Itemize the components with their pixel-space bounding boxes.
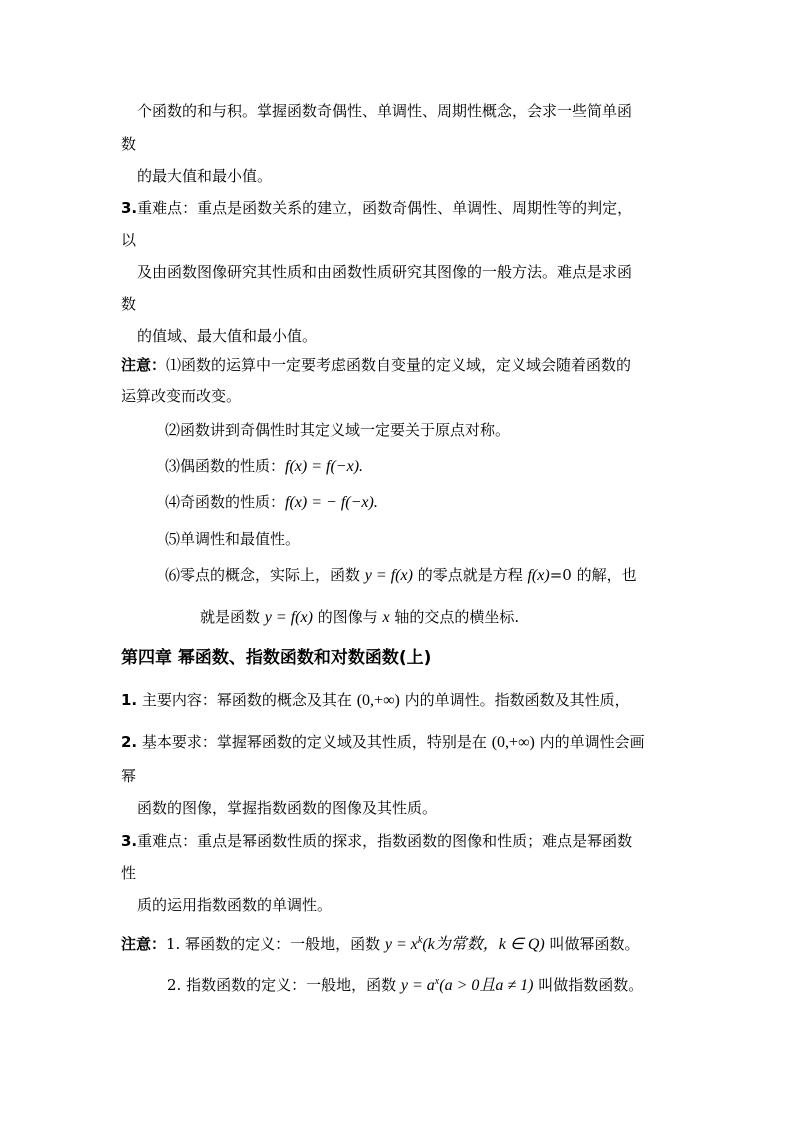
item-number: 1.	[121, 691, 138, 709]
paragraph-line: 个函数的和与积。掌握函数奇偶性、单调性、周期性概念，会求一些简单函	[137, 102, 633, 120]
note-line	[165, 565, 637, 586]
note-text: 就是函数	[200, 608, 261, 626]
formula: y = f(x)	[264, 609, 313, 626]
formula: f(x) = f(−x).	[285, 458, 364, 475]
item-number: 3.	[121, 199, 138, 217]
item-text: 重难点：重点是幂函数性质的探求，指数函数的图像和性质；难点是幂函数	[137, 832, 633, 850]
note-text: ⑹零点的概念，实际上，函数	[165, 566, 361, 584]
formula: (0,+∞)	[491, 734, 535, 751]
formula: (a > 0且a ≠ 1)	[439, 977, 534, 994]
list-item	[121, 198, 632, 218]
note-line: ⑵函数讲到奇偶性时其定义域一定要关于原点对称。	[165, 421, 511, 439]
formula: (0,+∞)	[356, 692, 400, 709]
item-text: 内的单调性。指数函数及其性质，	[404, 691, 630, 709]
formula-exponent: x	[434, 976, 440, 987]
note-text: ⑷奇函数的性质：	[165, 493, 286, 511]
list-item	[121, 690, 630, 711]
note-line	[165, 456, 363, 477]
note-line	[121, 931, 640, 955]
formula: x	[382, 609, 390, 626]
note-text: 的零点就是方程	[417, 566, 523, 584]
paragraph-line: 质的运用指数函数的单调性。	[137, 896, 333, 914]
formula: y = a	[400, 977, 435, 994]
formula: (k为常数，k ∈ Q)	[422, 936, 545, 953]
item-text: 重难点：重点是函数关系的建立，函数奇偶性、单调性、周期性等的判定，	[137, 199, 633, 217]
note-line	[200, 607, 519, 628]
note-text: 叫做幂函数。	[549, 935, 640, 953]
list-item	[121, 732, 645, 753]
item-number: 2.	[121, 733, 138, 751]
note-label: 注意：	[121, 935, 167, 953]
note-text: =0 的解，也	[549, 566, 637, 584]
note-text: 轴的交点的横坐标.	[394, 608, 520, 626]
note-label: 注意：	[121, 356, 167, 374]
note-line	[167, 972, 643, 996]
formula: y = f(x)	[364, 567, 413, 584]
formula: y = x	[384, 936, 418, 953]
list-item	[121, 831, 632, 851]
note-text: 叫做指数函数。	[538, 976, 644, 994]
note-line	[121, 355, 631, 375]
note-text: 1. 幂函数的定义：一般地，函数	[166, 935, 381, 953]
formula: f(x)	[527, 567, 550, 584]
paragraph-line: 数	[121, 135, 137, 153]
note-text: ⑶偶函数的性质：	[165, 457, 286, 475]
item-text: 主要内容：幂函数的概念及其在	[141, 691, 352, 709]
paragraph-line: 及由函数图像研究其性质和由函数性质研究其图像的一般方法。难点是求函	[137, 263, 633, 281]
paragraph-line: 的值域、最大值和最小值。	[137, 327, 318, 345]
note-text: 2. 指数函数的定义：一般地，函数	[167, 976, 397, 994]
note-line: ⑸单调性和最值性。	[165, 530, 301, 548]
item-text: 基本要求：掌握幂函数的定义域及其性质，特别是在	[141, 733, 487, 751]
paragraph-line: 幂	[121, 767, 137, 785]
chapter-heading: 第四章 幂函数、指数函数和对数函数(上)	[121, 648, 432, 668]
formula-exponent: k	[417, 935, 423, 946]
note-text: 的图像与	[317, 608, 378, 626]
note-line	[165, 492, 378, 513]
paragraph-line: 运算改变而改变。	[121, 387, 242, 405]
paragraph-line: 函数的图像，掌握指数函数的图像及其性质。	[137, 799, 438, 817]
paragraph-line: 数	[121, 295, 137, 313]
formula: f(x) = − f(−x).	[285, 494, 378, 511]
paragraph-line: 性	[121, 864, 137, 882]
paragraph-line: 的最大值和最小值。	[137, 167, 273, 185]
paragraph-line: 以	[121, 231, 137, 249]
item-text: 内的单调性会画	[539, 733, 645, 751]
note-text: ⑴函数的运算中一定要考虑函数自变量的定义域，定义域会随着函数的	[166, 356, 632, 374]
item-number: 3.	[121, 832, 138, 850]
